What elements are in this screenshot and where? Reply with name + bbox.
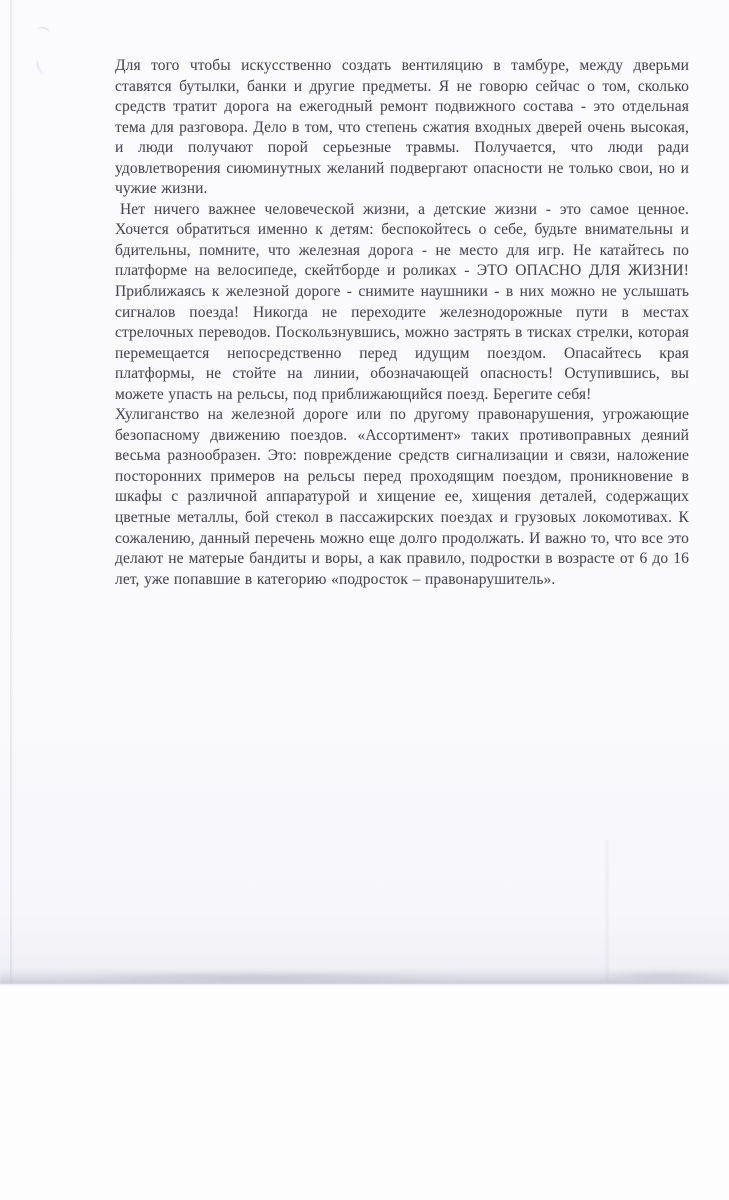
paragraph-ventilation-doors: Для того чтобы искусственно создать вентиляцию в тамбуре, между дверьми ставятся бутылки, банки и другие предметы. Я не говорю сейчас о том, сколько средств тратит дорога на ежегодный ремонт подвижного состава - это отдельная тема для разговора. Дело в том, что степень сжатия входных дверей очень высокая, и люди получают порой серьезные травмы. Получается, что люди ради удовлетворения сиюминутных желаний подвергают опасности не только свои, но и чужие жизни.	[115, 57, 689, 198]
paragraph-children-safety: Нет ничего важнее человеческой жизни, а детские жизни - это самое ценное. Хочется обратиться именно к детям: беспокойтесь о себе, будьте внимательны и бдительны, помните, что железная дорога - не место для игр. Не катайтесь по платформе на велосипеде, скейтборде и роликах - ЭТО ОПАСНО ДЛЯ ЖИЗНИ! Приближаясь к железной дороге - снимите наушники - в них можно не услышать сигналов поезда! Никогда не переходите железнодорожные пути в местах стрелочных переводов. Поскользнувшись, можно застрять в тисках стрелки, которая перемещается непосредственно перед идущим поездом. Опасайтесь края платформы, не стойте на линии, обозначающей опасность! Оступившись, вы можете упасть на рельсы, под приближающийся поезд. Берегите себя!	[115, 200, 689, 403]
scan-smudge	[45, 972, 465, 982]
page-left-edge-shadow	[10, 0, 14, 984]
document-text	[115, 56, 689, 590]
paragraph-hooliganism: Хулиганство на железной дороге или по другому правонарушения, угрожающие безопасному движению поездов. «Ассортимент» таких противоправных деяний весьма разнообразен. Это: повреждение средств сигнализации и связи, наложение посторонних примеров на рельсы перед проходящим поездом, проникновение в шкафы с различной аппаратурой и хищение ее, хищения деталей, содержащих цветные металлы, бой стекол в пассажирских поездах и грузовых локомотивах. К сожалению, данный перечень можно еще долго продолжать. И важно то, что все это делают не матерые бандиты и воры, а как правило, подростки в возрасте от 6 до 16 лет, уже попавшие в категорию «подросток – правонарушитель».	[115, 406, 689, 588]
scan-artifact-mark	[37, 59, 49, 76]
scan-smudge	[600, 971, 725, 981]
scan-artifact-mark	[35, 25, 50, 39]
scan-streak	[606, 840, 608, 984]
